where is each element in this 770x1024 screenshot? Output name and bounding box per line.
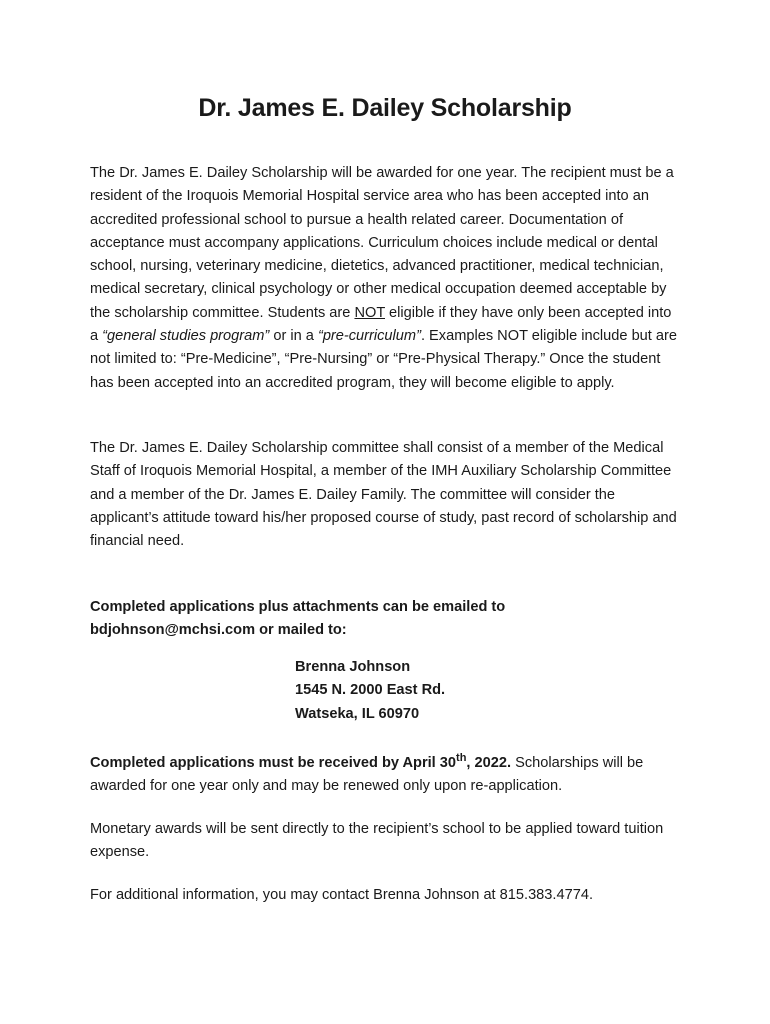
deadline-rest: Scholarships will be awarded for one year only and may be renewed only upon re-application. xyxy=(90,755,644,795)
eligibility-text-3: or in a xyxy=(269,328,318,345)
eligibility-paragraph xyxy=(90,162,680,395)
deadline-ordinal: th xyxy=(456,752,467,764)
page-title: Dr. James E. Dailey Scholarship xyxy=(198,94,572,122)
deadline-bold-prefix: Completed applications must be received by April 30 xyxy=(90,755,457,771)
address-street: 1545 N. 2000 East Rd. xyxy=(295,682,446,699)
eligibility-text-1: The Dr. James E. Dailey Scholarship will be awarded for one year. The recipient must be a resident of the Iroquois Memorial Hospital service area who has been accepted into an accredited professional school to pursue a health related career. Documentation of acceptance must accompany applications. Curriculum choices include medical or dental school, nursing, veterinary medicine, dietetics, advanced practitioner, medical technician, medical secretary, clinical psychology or other medical occupation deemed acceptable by the scholarship committee. Students are xyxy=(90,165,674,321)
mailing-address xyxy=(295,656,445,726)
submission-line-2: or mailed to: xyxy=(255,622,347,639)
submission-email: bdjohnson@mchsi.com xyxy=(90,622,256,639)
address-name: Brenna Johnson xyxy=(295,659,411,675)
eligibility-text-2: eligible if they have only been accepted into a xyxy=(90,304,672,345)
pre-curriculum-term: “pre-curriculum” xyxy=(317,328,421,345)
committee-paragraph: The Dr. James E. Dailey Scholarship committee shall consist of a member of the Medical Staff of Iroquois Memorial Hospital, a member of the IMH Auxiliary Scholarship Committee and a member of the Dr. James E. Dailey Family. The committee will consider the applicant’s attitude toward his/her proposed course of study, past record of scholarship and financial need. xyxy=(90,440,677,550)
submission-line-1: Completed applications plus attachments can be emailed to xyxy=(90,599,506,615)
address-city: Watseka, IL 60970 xyxy=(295,705,420,722)
submission-instructions xyxy=(90,596,680,643)
not-emphasis: NOT xyxy=(354,304,385,321)
contact-paragraph: For additional information, you may contact Brenna Johnson at 815.383.4774. xyxy=(90,887,593,903)
deadline-paragraph xyxy=(90,752,680,799)
general-studies-term: “general studies program” xyxy=(102,328,270,345)
eligibility-text-4: . Examples NOT eligible include but are not limited to: “Pre-Medicine”, “Pre-Nursing” or “Pre-Physical Therapy.” Once the student has been accepted into an accredited program, they will become eligible to apply. xyxy=(90,328,677,391)
deadline-bold-suffix: , 2022. xyxy=(466,755,512,771)
monetary-paragraph: Monetary awards will be sent directly to the recipient’s school to be applied toward tuition expense. xyxy=(90,821,664,861)
